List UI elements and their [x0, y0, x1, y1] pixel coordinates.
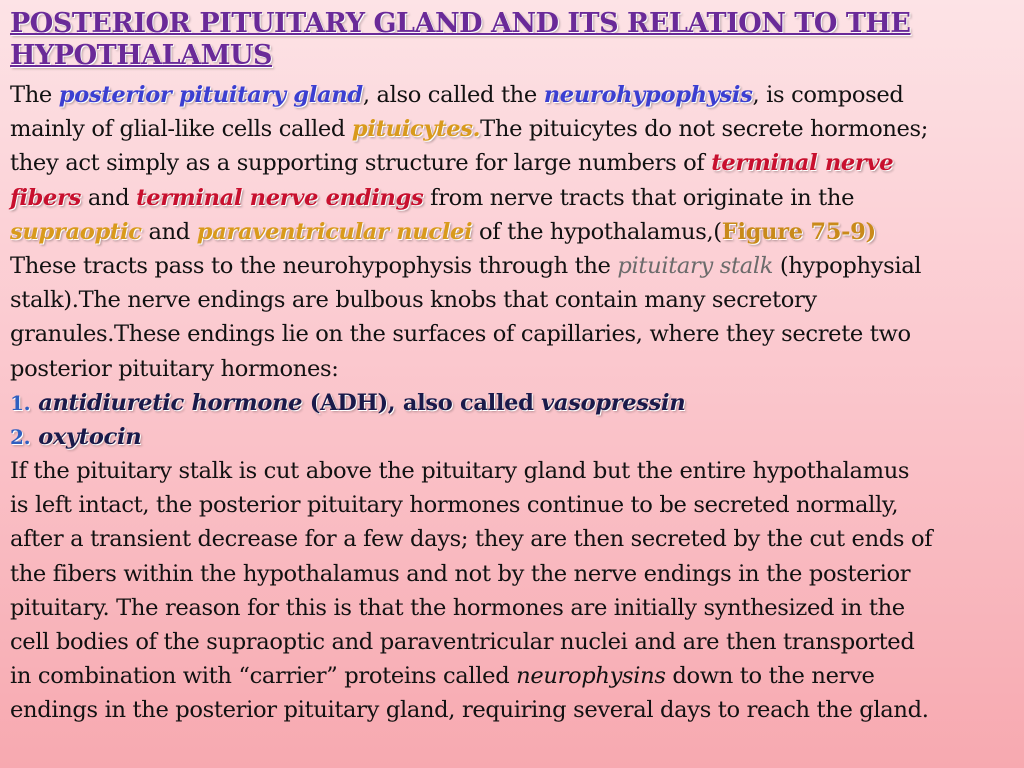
text-run: These tracts pass to the neurohypophysis through the	[10, 252, 618, 279]
body-line	[10, 215, 1014, 249]
body-line: granules.These endings lie on the surfaces of capillaries, where they secrete two	[10, 321, 911, 348]
text-run: , is composed	[752, 82, 904, 108]
text-run: (hypophysial	[773, 252, 922, 279]
body-line	[10, 659, 1014, 693]
list-item	[10, 420, 1014, 454]
text-run: The	[10, 82, 59, 108]
term-neurophysins: neurophysins	[516, 663, 666, 690]
body-line: pituitary. The reason for this is that the hormones are initially synthesized in the	[10, 594, 905, 621]
term-vasopressin: vasopressin	[541, 389, 686, 416]
body-line: the fibers within the hypothalamus and not by the nerve endings in the posterior	[10, 560, 911, 587]
term-oxytocin: oxytocin	[38, 423, 142, 450]
text-run: )	[865, 218, 876, 245]
text-run: of the hypothalamus,(	[472, 218, 722, 245]
text-run: down to the nerve	[665, 663, 875, 690]
body-line	[10, 146, 1014, 180]
term-terminal-nerve: terminal nerve	[711, 150, 894, 177]
body-line	[10, 249, 1014, 283]
term-pituitary-stalk: pituitary stalk	[617, 252, 774, 279]
body-line: posterior pituitary hormones:	[10, 355, 339, 382]
term-paraventricular-nuclei: paraventricular nuclei	[196, 218, 473, 245]
text-run: and	[141, 218, 197, 245]
body-line	[10, 112, 1014, 146]
term-antidiuretic-hormone: antidiuretic hormone	[38, 389, 303, 416]
body-line	[10, 181, 1014, 215]
body-line: after a transient decrease for a few days; they are then secreted by the cut ends of	[10, 526, 933, 553]
term-neurohypophysis: neurohypophysis	[543, 82, 753, 108]
text-run: , also called the	[362, 82, 544, 108]
body-line: endings in the posterior pituitary gland, requiring several days to reach the gland.	[10, 697, 929, 724]
slide-body	[10, 78, 1014, 728]
term-supraoptic: supraoptic	[10, 218, 142, 245]
text-run: mainly of glial-like cells called	[10, 116, 352, 143]
term-pituicytes: pituicytes.	[351, 116, 481, 143]
body-line: cell bodies of the supraoptic and paraventricular nuclei and are then transported	[10, 629, 915, 655]
list-number: 2.	[10, 424, 31, 449]
list-item	[10, 386, 1014, 420]
body-line	[10, 78, 1014, 112]
body-line: If the pituitary stalk is cut above the pituitary gland but the entire hypothalamus	[10, 458, 910, 485]
text-run: and	[81, 184, 137, 211]
text-run: they act simply as a supporting structure for large numbers of	[10, 150, 712, 177]
list-number: 1.	[10, 390, 31, 415]
body-line: is left intact, the posterior pituitary hormones continue to be secreted normally,	[10, 492, 899, 519]
text-run: from nerve tracts that originate in the	[423, 184, 855, 211]
text-run: The pituicytes do not secrete hormones;	[480, 116, 929, 143]
text-run: in combination with “carrier” proteins called	[10, 663, 517, 690]
body-line: stalk).The nerve endings are bulbous knobs that contain many secretory	[10, 287, 817, 314]
text-run: (ADH), also called	[302, 389, 542, 416]
term-terminal-nerve-endings: terminal nerve endings	[136, 184, 424, 211]
term-fibers: fibers	[10, 184, 81, 211]
term-posterior-pituitary-gland: posterior pituitary gland	[58, 82, 363, 108]
figure-reference-link[interactable]: Figure 75-9	[721, 218, 866, 245]
slide-title: POSTERIOR PITUITARY GLAND AND ITS RELATION TO THE HYPOTHALAMUS	[10, 8, 911, 71]
